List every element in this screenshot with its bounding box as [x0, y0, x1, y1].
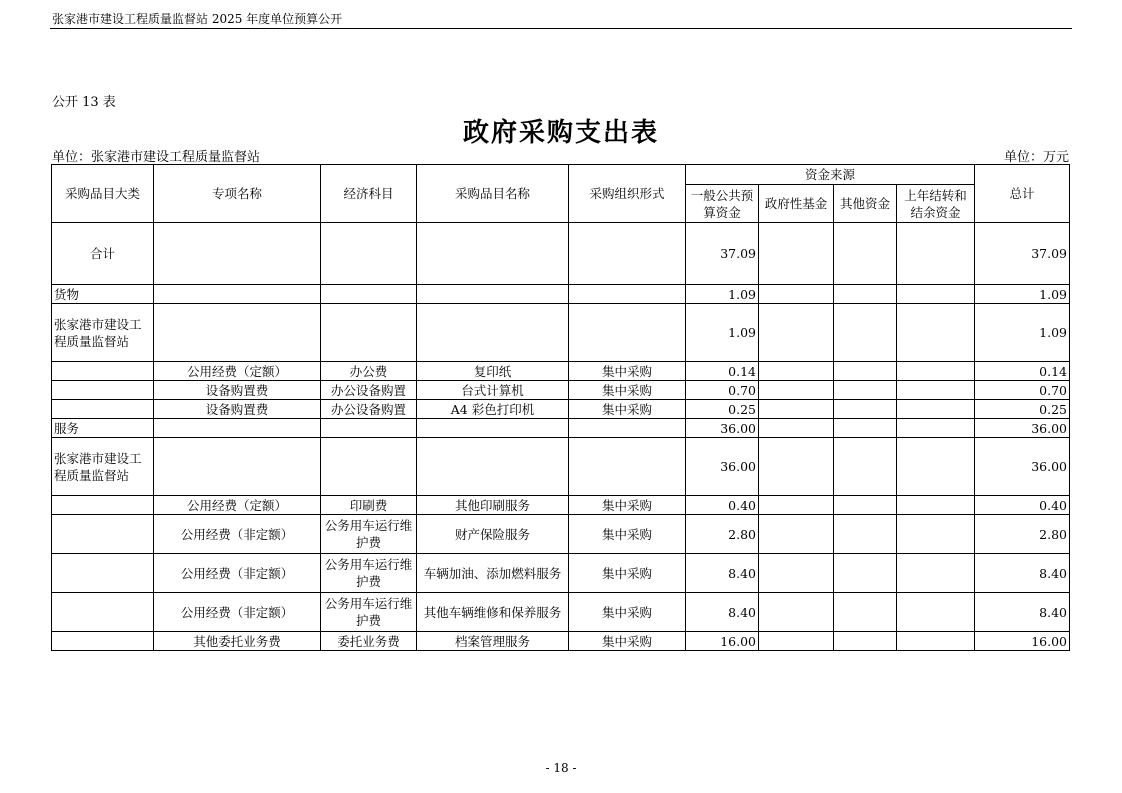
header-total: 总计 [975, 165, 1070, 223]
cell-total: 8.40 [975, 593, 1070, 632]
cell-econ: 办公费 [321, 362, 417, 381]
header-general: 一般公共预算资金 [686, 185, 759, 223]
header-other: 其他资金 [834, 185, 897, 223]
cell-other [834, 381, 897, 400]
table-row [52, 400, 1070, 419]
cell-project [154, 304, 321, 362]
cell-item [417, 285, 569, 304]
header-category: 采购品目大类 [52, 165, 154, 223]
cell-general: 37.09 [686, 223, 759, 285]
cell-item: A4 彩色打印机 [417, 400, 569, 419]
cell-general: 8.40 [686, 593, 759, 632]
cell-total: 36.00 [975, 438, 1070, 496]
cell-project [154, 223, 321, 285]
cell-category: 合计 [52, 223, 154, 285]
cell-org [569, 304, 686, 362]
cell-econ: 公务用车运行维护费 [321, 593, 417, 632]
cell-econ [321, 419, 417, 438]
cell-org: 集中采购 [569, 381, 686, 400]
cell-other [834, 496, 897, 515]
cell-gov [759, 438, 834, 496]
cell-total: 8.40 [975, 554, 1070, 593]
header-econ: 经济科目 [321, 165, 417, 223]
cell-carry [897, 400, 975, 419]
header-rule [50, 28, 1072, 29]
cell-project [154, 419, 321, 438]
cell-gov [759, 362, 834, 381]
cell-gov [759, 593, 834, 632]
cell-general: 36.00 [686, 438, 759, 496]
cell-other [834, 632, 897, 651]
cell-category: 服务 [52, 419, 154, 438]
cell-total: 0.70 [975, 381, 1070, 400]
cell-category [52, 400, 154, 419]
cell-item: 台式计算机 [417, 381, 569, 400]
cell-total: 1.09 [975, 285, 1070, 304]
cell-total: 37.09 [975, 223, 1070, 285]
cell-carry [897, 438, 975, 496]
cell-carry [897, 419, 975, 438]
header-gov-fund: 政府性基金 [759, 185, 834, 223]
cell-org: 集中采购 [569, 515, 686, 554]
cell-item [417, 223, 569, 285]
cell-econ: 印刷费 [321, 496, 417, 515]
cell-other [834, 285, 897, 304]
cell-carry [897, 381, 975, 400]
table-row [52, 362, 1070, 381]
cell-category [52, 593, 154, 632]
cell-gov [759, 285, 834, 304]
cell-gov [759, 304, 834, 362]
table-row [52, 554, 1070, 593]
table-row [52, 593, 1070, 632]
table-number: 公开 13 表 [52, 95, 116, 110]
cell-econ [321, 304, 417, 362]
cell-general: 0.25 [686, 400, 759, 419]
cell-total: 2.80 [975, 515, 1070, 554]
cell-carry [897, 632, 975, 651]
procurement-table [51, 164, 1070, 651]
cell-category [52, 632, 154, 651]
cell-org: 集中采购 [569, 400, 686, 419]
cell-gov [759, 223, 834, 285]
cell-general: 2.80 [686, 515, 759, 554]
cell-general: 1.09 [686, 285, 759, 304]
cell-other [834, 419, 897, 438]
header-carryover: 上年结转和结余资金 [897, 185, 975, 223]
cell-gov [759, 400, 834, 419]
cell-other [834, 362, 897, 381]
cell-category [52, 554, 154, 593]
cell-item: 复印纸 [417, 362, 569, 381]
cell-category: 货物 [52, 285, 154, 304]
cell-project: 公用经费（非定额） [154, 593, 321, 632]
cell-project: 公用经费（定额） [154, 496, 321, 515]
cell-econ: 委托业务费 [321, 632, 417, 651]
cell-org [569, 285, 686, 304]
table-row [52, 223, 1070, 285]
cell-project [154, 285, 321, 304]
table-row [52, 381, 1070, 400]
cell-item [417, 304, 569, 362]
table-row [52, 632, 1070, 651]
cell-item: 财产保险服务 [417, 515, 569, 554]
cell-econ: 办公设备购置 [321, 381, 417, 400]
cell-item [417, 419, 569, 438]
cell-total: 36.00 [975, 419, 1070, 438]
unit-currency: 单位：万元 [1003, 150, 1069, 165]
cell-item: 档案管理服务 [417, 632, 569, 651]
cell-econ [321, 285, 417, 304]
cell-general: 1.09 [686, 304, 759, 362]
cell-carry [897, 223, 975, 285]
cell-project: 公用经费（非定额） [154, 515, 321, 554]
cell-econ [321, 438, 417, 496]
cell-general: 0.70 [686, 381, 759, 400]
page-title: 政府采购支出表 [462, 118, 659, 148]
cell-carry [897, 285, 975, 304]
cell-general: 36.00 [686, 419, 759, 438]
cell-econ: 公务用车运行维护费 [321, 554, 417, 593]
cell-gov [759, 515, 834, 554]
cell-project: 公用经费（非定额） [154, 554, 321, 593]
cell-category [52, 496, 154, 515]
cell-carry [897, 304, 975, 362]
cell-gov [759, 496, 834, 515]
cell-org [569, 419, 686, 438]
cell-item: 车辆加油、添加燃料服务 [417, 554, 569, 593]
cell-gov [759, 381, 834, 400]
table-row [52, 285, 1070, 304]
cell-other [834, 223, 897, 285]
cell-carry [897, 362, 975, 381]
table-row [52, 515, 1070, 554]
cell-org: 集中采购 [569, 496, 686, 515]
cell-total: 16.00 [975, 632, 1070, 651]
cell-project: 设备购置费 [154, 381, 321, 400]
cell-item: 其他印刷服务 [417, 496, 569, 515]
cell-category: 张家港市建设工程质量监督站 [52, 304, 154, 362]
unit-organization: 单位：张家港市建设工程质量监督站 [52, 150, 261, 165]
cell-other [834, 438, 897, 496]
cell-item: 其他车辆维修和保养服务 [417, 593, 569, 632]
cell-total: 0.40 [975, 496, 1070, 515]
page-number: - 18 - [545, 761, 577, 775]
cell-project: 设备购置费 [154, 400, 321, 419]
header-fund-source: 资金来源 [686, 165, 975, 185]
cell-project: 其他委托业务费 [154, 632, 321, 651]
cell-org: 集中采购 [569, 593, 686, 632]
cell-econ: 办公设备购置 [321, 400, 417, 419]
header-project: 专项名称 [154, 165, 321, 223]
cell-category [52, 515, 154, 554]
cell-gov [759, 419, 834, 438]
cell-general: 8.40 [686, 554, 759, 593]
cell-total: 1.09 [975, 304, 1070, 362]
cell-org: 集中采购 [569, 362, 686, 381]
cell-org: 集中采购 [569, 632, 686, 651]
cell-item [417, 438, 569, 496]
table-row [52, 304, 1070, 362]
cell-other [834, 554, 897, 593]
cell-category [52, 362, 154, 381]
table-row [52, 438, 1070, 496]
cell-carry [897, 554, 975, 593]
cell-general: 16.00 [686, 632, 759, 651]
table-row [52, 419, 1070, 438]
page-header: 张家港市建设工程质量监督站 2025 年度单位预算公开 [52, 12, 343, 26]
cell-org [569, 438, 686, 496]
cell-gov [759, 554, 834, 593]
cell-carry [897, 515, 975, 554]
cell-project [154, 438, 321, 496]
cell-org: 集中采购 [569, 554, 686, 593]
cell-other [834, 304, 897, 362]
cell-category: 张家港市建设工程质量监督站 [52, 438, 154, 496]
cell-other [834, 593, 897, 632]
cell-project: 公用经费（定额） [154, 362, 321, 381]
cell-other [834, 400, 897, 419]
cell-econ [321, 223, 417, 285]
cell-carry [897, 496, 975, 515]
header-org-form: 采购组织形式 [569, 165, 686, 223]
cell-carry [897, 593, 975, 632]
cell-other [834, 515, 897, 554]
cell-general: 0.40 [686, 496, 759, 515]
header-item: 采购品目名称 [417, 165, 569, 223]
cell-econ: 公务用车运行维护费 [321, 515, 417, 554]
cell-total: 0.14 [975, 362, 1070, 381]
cell-gov [759, 632, 834, 651]
cell-general: 0.14 [686, 362, 759, 381]
cell-total: 0.25 [975, 400, 1070, 419]
cell-category [52, 381, 154, 400]
table-row [52, 496, 1070, 515]
cell-org [569, 223, 686, 285]
